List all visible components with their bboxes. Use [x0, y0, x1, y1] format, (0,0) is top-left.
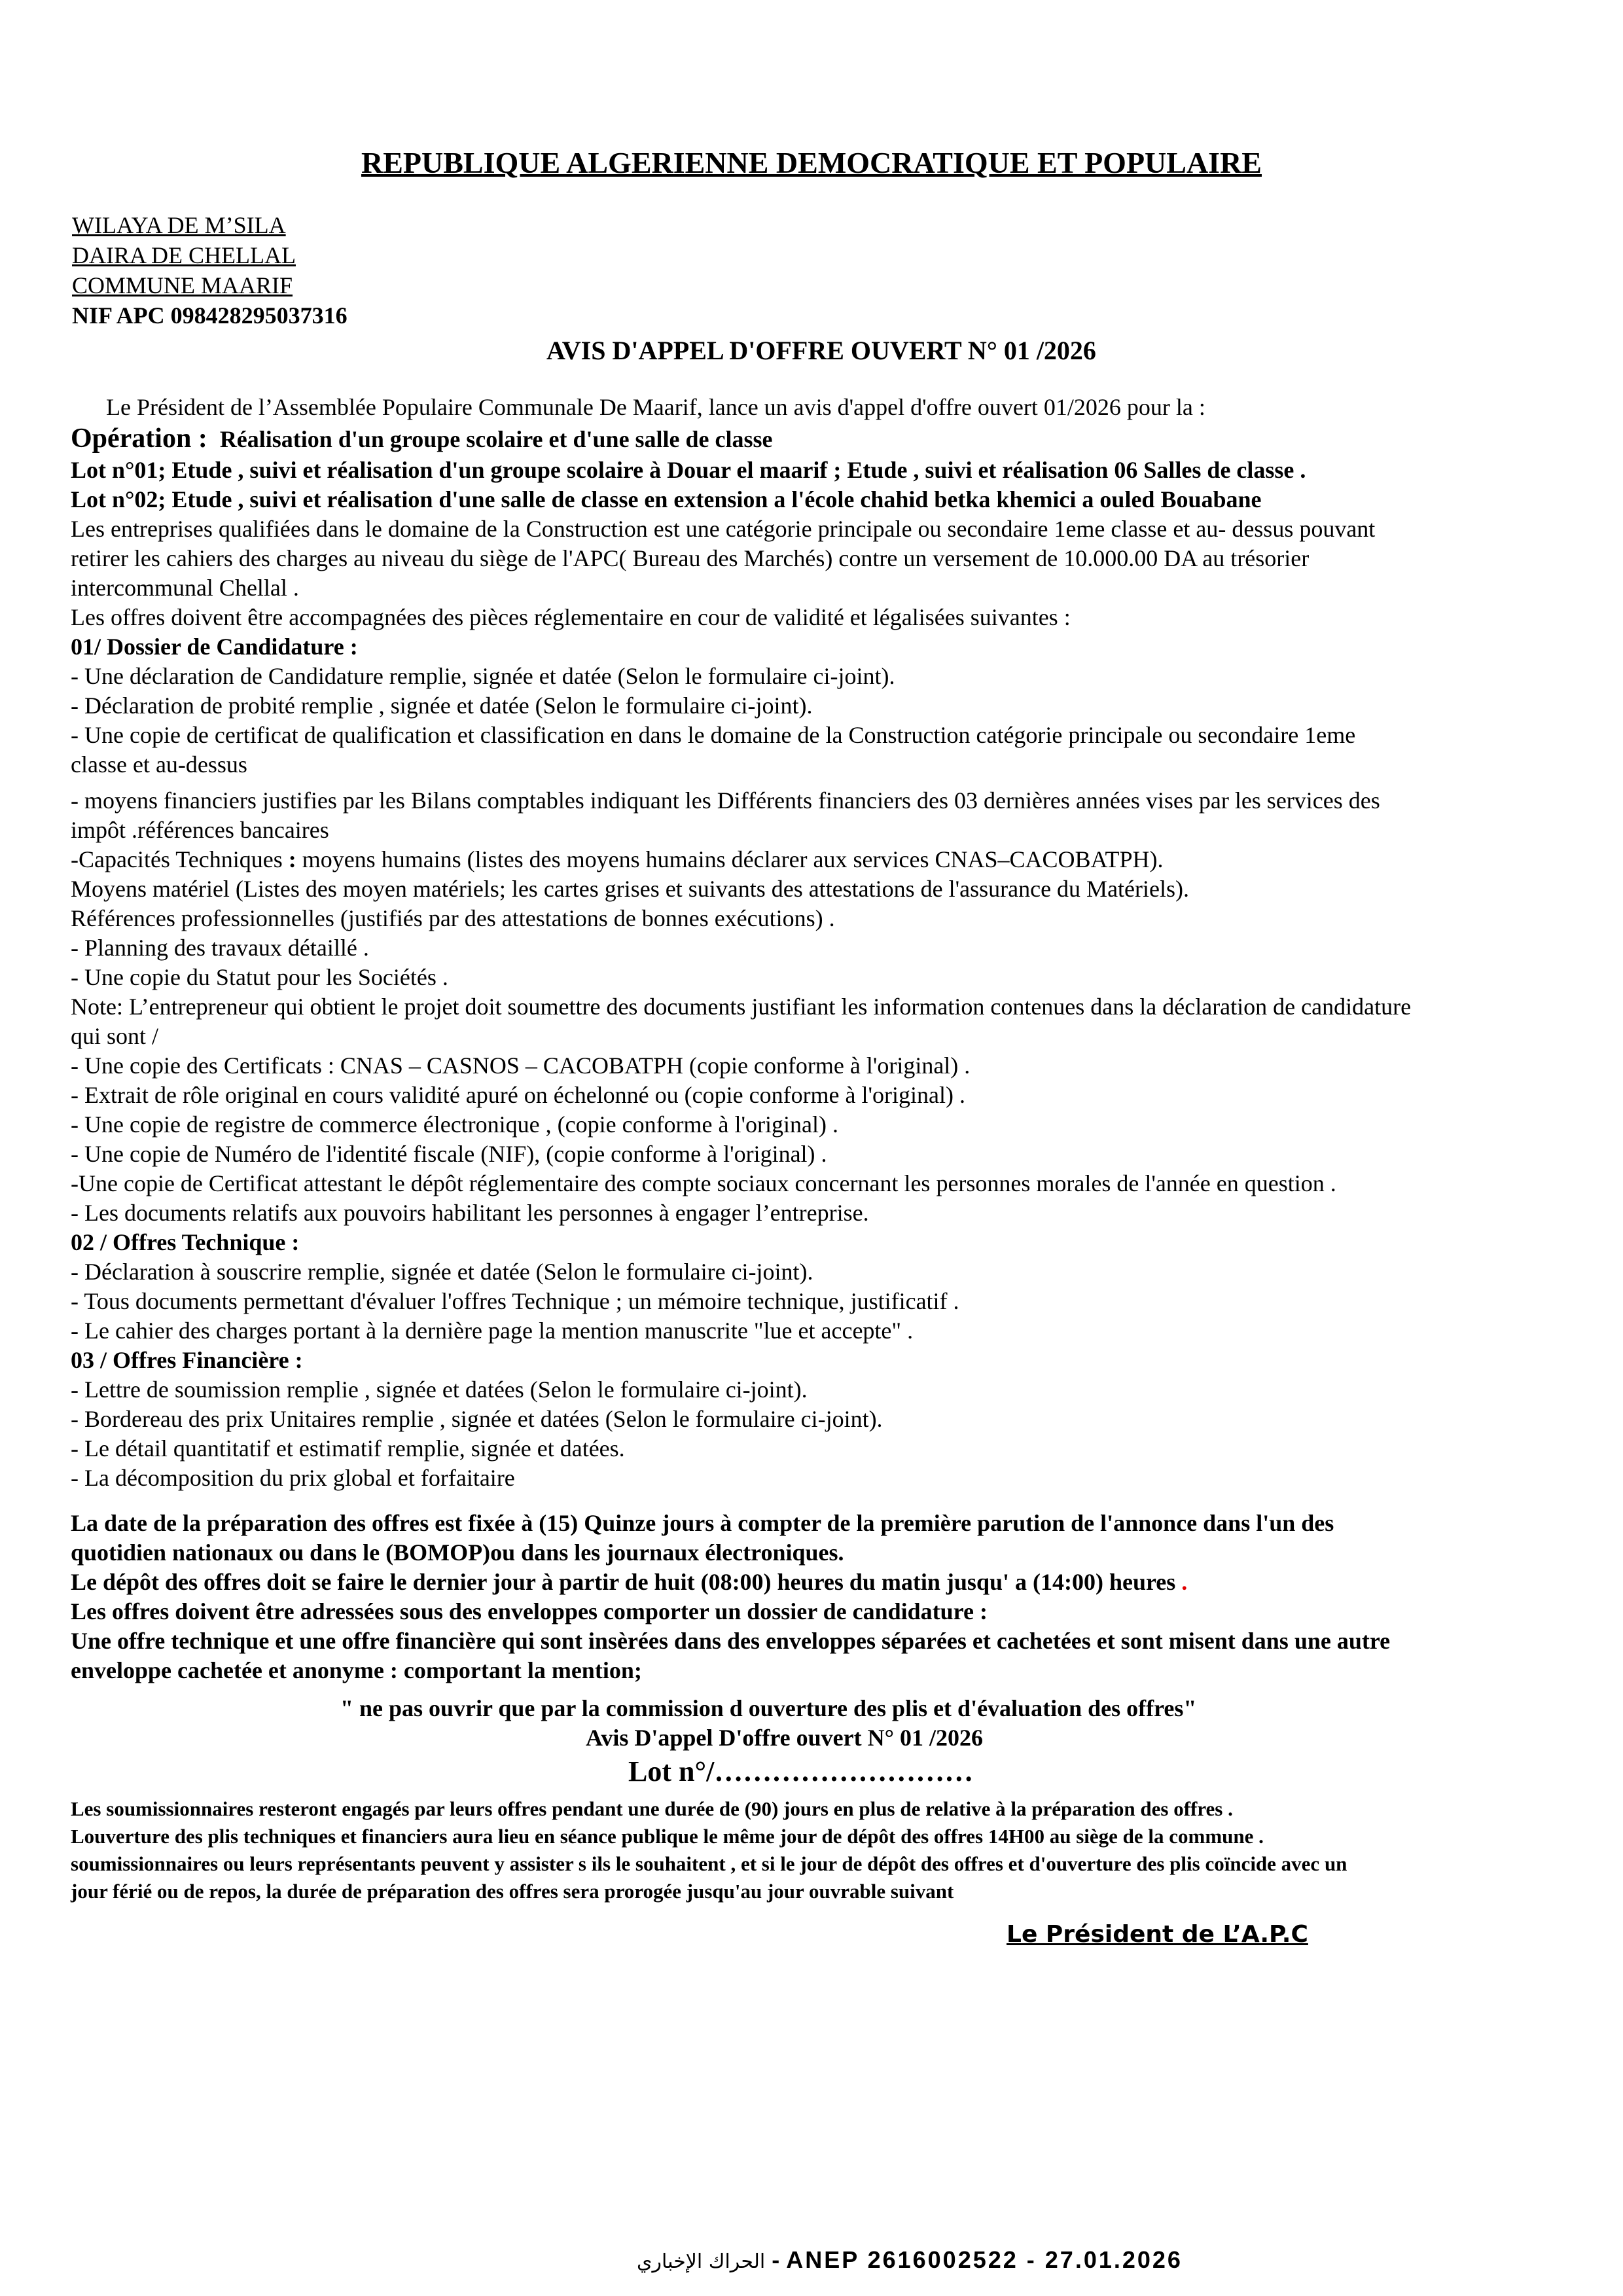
- commune-label: COMMUNE MAARIF: [72, 272, 293, 298]
- avis-title: AVIS D'APPEL D'OFFRE OUVERT N° 01 /2026: [546, 336, 1096, 365]
- capacites-label: -Capacités Techniques: [71, 846, 289, 872]
- section1-line: classe et au-dessus: [71, 751, 247, 778]
- section1-line: - Extrait de rôle original en cours validité apuré on échelonné ou (copie conforme à l'original) .: [71, 1082, 965, 1108]
- section1-line: impôt .références bancaires: [71, 817, 329, 843]
- nif-label: NIF APC 098428295037316: [72, 302, 348, 329]
- section2-line: - Le cahier des charges portant à la dernière page la mention manuscrite "lue et accepte" .: [71, 1318, 914, 1344]
- condition-line: Les offres doivent être adressées sous des enveloppes comporter un dossier de candidature :: [71, 1598, 988, 1624]
- lot-2: Lot n°02; Etude , suivi et réalisation d'une salle de classe en extension a l'école chahid betka khemici a ouled Bouabane: [71, 486, 1262, 512]
- depot-text: Le dépôt des offres doit se faire le dernier jour à partir de huit (08:00) heures du matin jusqu' a (14:00) heures: [71, 1569, 1182, 1595]
- capacites-line: [71, 845, 1164, 874]
- final-line: soumissionnaires ou leurs représentants peuvent y assister s ils le souhaitent , et si le jour de dépôt des offres et d'ouverture des plis coïncide avec un: [71, 1852, 1347, 1875]
- note-line: Note: L’entrepreneur qui obtient le projet doit soumettre des documents justifiant les information contenues dans la déclaration de candidature: [71, 994, 1412, 1020]
- daira-label: DAIRA DE CHELLAL: [72, 242, 296, 268]
- publication-footer: [0, 2246, 1623, 2274]
- operation-text: Réalisation d'un groupe scolaire et d'une salle de classe: [219, 426, 773, 452]
- intro-text: Le Président de l’Assemblée Populaire Communale De Maarif, lance un avis d'appel d'offre ouvert 01/2026 pour la :: [106, 394, 1205, 420]
- eligibility-line: Les entreprises qualifiées dans le domaine de la Construction est une catégorie principale ou secondaire 1eme classe et au- dessus pouvant: [71, 516, 1376, 542]
- section3-line: - La décomposition du prix global et forfaitaire: [71, 1465, 515, 1491]
- document-title: REPUBLIQUE ALGERIENNE DEMOCRATIQUE ET POPULAIRE: [361, 146, 1262, 179]
- section1-line: Références professionnelles (justifiés par des attestations de bonnes exécutions) .: [71, 905, 835, 931]
- mention-avis: Avis D'appel D'offre ouvert N° 01 /2026: [586, 1725, 984, 1751]
- operation-line: [71, 423, 773, 455]
- section1-line: - Les documents relatifs aux pouvoirs habilitant les personnes à engager l’entreprise.: [71, 1200, 869, 1226]
- section3-heading: 03 / Offres Financière :: [71, 1347, 303, 1373]
- depot-line: [71, 1568, 1187, 1597]
- wilaya-label: WILAYA DE M’SILA: [72, 212, 286, 238]
- condition-line: Une offre technique et une offre financière qui sont insèrées dans des enveloppes séparées et cachetées et sont misent dans une autre: [71, 1628, 1391, 1654]
- mention-lot: Lot n°/………………………: [628, 1755, 974, 1787]
- signature: Le Président de L’A.P.C: [1007, 1921, 1308, 1948]
- mention-quote: " ne pas ouvrir que par la commission d ouverture des plis et d'évaluation des offres": [340, 1695, 1197, 1721]
- final-line: Les soumissionnaires resteront engagés par leurs offres pendant une durée de (90) jours en plus de relative à la préparation des offres .: [71, 1797, 1233, 1820]
- condition-line: enveloppe cachetée et anonyme : comportant la mention;: [71, 1657, 642, 1683]
- section1-line: - Une copie de certificat de qualification et classification en dans le domaine de la Construction catégorie principale ou secondaire 1eme: [71, 722, 1356, 748]
- operation-label: Opération :: [71, 423, 207, 454]
- footer-arabic: الحراك الإخباري: [637, 2250, 766, 2273]
- section1-line: - Déclaration de probité remplie , signée et datée (Selon le formulaire ci-joint).: [71, 692, 813, 719]
- section2-heading: 02 / Offres Technique :: [71, 1229, 300, 1255]
- pieces-intro: Les offres doivent être accompagnées des pièces réglementaire en cour de validité et légalisées suivantes :: [71, 604, 1071, 630]
- section2-line: - Déclaration à souscrire remplie, signée et datée (Selon le formulaire ci-joint).: [71, 1259, 813, 1285]
- section1-heading: 01/ Dossier de Candidature :: [71, 634, 358, 660]
- capacites-colon: :: [288, 846, 296, 872]
- note-line: qui sont /: [71, 1023, 159, 1049]
- section3-line: - Bordereau des prix Unitaires remplie , signée et datées (Selon le formulaire ci-joint).: [71, 1406, 883, 1432]
- footer-ref: - ANEP 2616002522 - 27.01.2026: [765, 2246, 1183, 2273]
- section1-line: - moyens financiers justifies par les Bilans comptables indiquant les Différents financiers des 03 dernières années vises par les services des: [71, 787, 1380, 814]
- final-line: jour férié ou de repos, la durée de préparation des offres sera prorogée jusqu'au jour ouvrable suivant: [71, 1880, 954, 1903]
- section2-line: - Tous documents permettant d'évaluer l'offres Technique ; un mémoire technique, justificatif .: [71, 1288, 959, 1314]
- eligibility-line: retirer les cahiers des charges au niveau du siège de l'APC( Bureau des Marchés) contre un versement de 10.000.00 DA au trésorier: [71, 545, 1310, 571]
- condition-line: La date de la préparation des offres est fixée à (15) Quinze jours à compter de la première parution de l'annonce dans l'un des: [71, 1510, 1334, 1536]
- section1-line: Moyens matériel (Listes des moyen matériels; les cartes grises et suivants des attestations de l'assurance du Matériels).: [71, 876, 1189, 902]
- lot-1: Lot n°01; Etude , suivi et réalisation d'un groupe scolaire à Douar el maarif ; Etude , suivi et réalisation 06 Salles de classe .: [71, 457, 1306, 483]
- eligibility-line: intercommunal Chellal .: [71, 575, 299, 601]
- section1-line: - Planning des travaux détaillé .: [71, 935, 369, 961]
- final-line: Louverture des plis techniques et financiers aura lieu en séance publique le même jour de dépôt des offres 14H00 au siège de la commune .: [71, 1825, 1264, 1848]
- section1-line: - Une copie des Certificats : CNAS – CASNOS – CACOBATPH (copie conforme à l'original) .: [71, 1052, 971, 1079]
- depot-dot: .: [1181, 1569, 1188, 1595]
- section1-line: - Une copie de registre de commerce électronique , (copie conforme à l'original) .: [71, 1111, 838, 1138]
- section1-line: - Une copie de Numéro de l'identité fiscale (NIF), (copie conforme à l'original) .: [71, 1141, 827, 1167]
- section1-line: - Une copie du Statut pour les Sociétés .: [71, 964, 448, 990]
- section3-line: - Lettre de soumission remplie , signée et datées (Selon le formulaire ci-joint).: [71, 1376, 808, 1403]
- section3-line: - Le détail quantitatif et estimatif remplie, signée et datées.: [71, 1435, 625, 1462]
- section1-line: -Une copie de Certificat attestant le dépôt réglementaire des compte sociaux concernant les personnes morales de l'année en question .: [71, 1170, 1336, 1196]
- capacites-text: moyens humains (listes des moyens humains déclarer aux services CNAS–CACOBATPH).: [296, 846, 1164, 872]
- section1-line: - Une déclaration de Candidature remplie, signée et datée (Selon le formulaire ci-joint).: [71, 663, 895, 689]
- condition-line: quotidien nationaux ou dans le (BOMOP)ou dans les journaux électroniques.: [71, 1539, 844, 1566]
